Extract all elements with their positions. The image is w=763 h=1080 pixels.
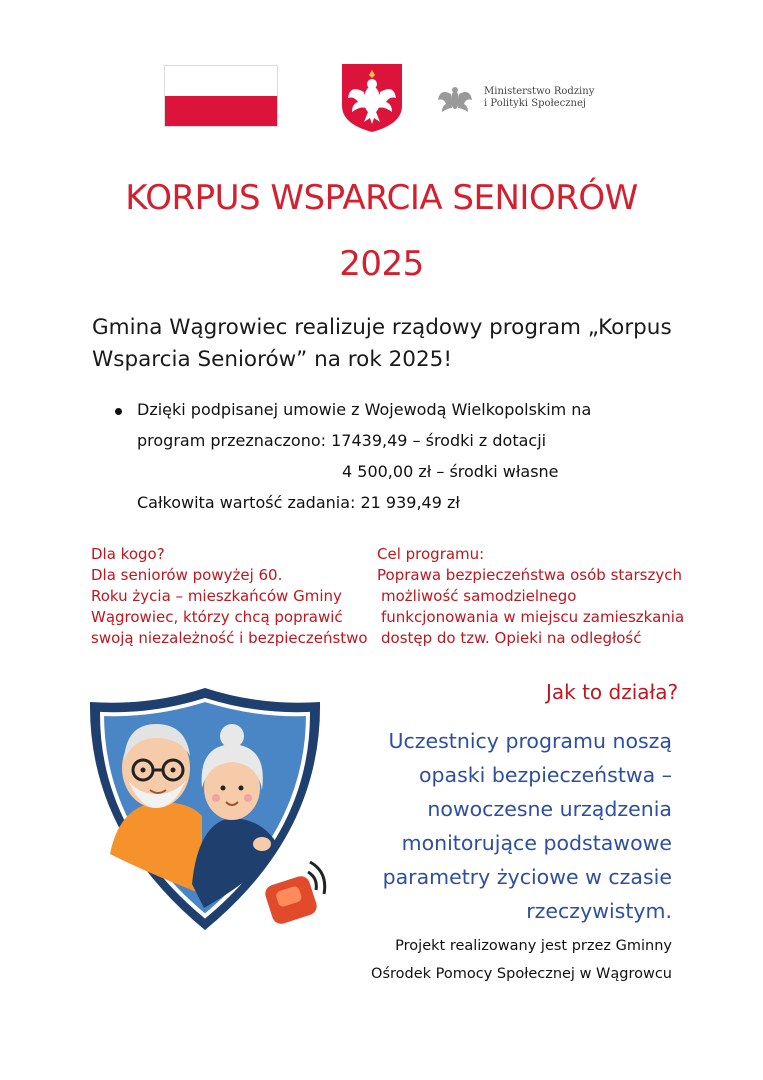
footer-line: Ośrodek Pomocy Społecznej w Wągrowcu <box>371 966 672 982</box>
intro-line: Wsparcia Seniorów” na rok 2025! <box>92 347 452 372</box>
page-title-year: 2025 <box>339 244 424 284</box>
how-it-works-heading: Jak to działa? <box>546 680 679 704</box>
funding-total: Całkowita wartość zadania: 21 939,49 zł <box>137 493 460 512</box>
for-whom-section <box>91 544 368 649</box>
ministry-name-line: i Polityki Społecznej <box>484 98 586 109</box>
how-line: nowoczesne urządzenia <box>427 797 672 821</box>
how-line: opaski bezpieczeństwa – <box>418 763 672 787</box>
how-line: monitorujące podstawowe <box>401 831 672 855</box>
funding-line: Dzięki podpisanej umowie z Wojewodą Wielkopolskim na <box>137 400 592 419</box>
funding-line: program przeznaczono: 17439,49 – środki z dotacji <box>137 431 547 450</box>
how-it-works-text <box>360 724 672 928</box>
how-line: Uczestnicy programu noszą <box>388 729 672 753</box>
coat-of-arms-icon <box>336 62 408 134</box>
goal-line: Poprawa bezpieczeństwa osób starszych <box>377 566 682 584</box>
goal-heading: Cel programu: <box>377 545 485 563</box>
goal-line: funkcjonowania w miejscu zamieszkania <box>381 608 685 626</box>
how-line: parametry życiowe w czasie <box>382 865 672 889</box>
ministry-name-line: Ministerstwo Rodziny <box>484 86 595 97</box>
intro-line: Gmina Wągrowiec realizuje rządowy program „Korpus <box>92 315 672 340</box>
goal-section <box>377 544 684 649</box>
how-line: rzeczywistym. <box>526 899 672 923</box>
funding-line: 4 500,00 zł – środki własne <box>342 462 559 481</box>
bullet-icon <box>115 408 122 415</box>
for-whom-line: swoją niezależność i bezpieczeństwo <box>91 629 368 647</box>
polish-flag <box>164 65 278 127</box>
for-whom-heading: Dla kogo? <box>91 545 165 563</box>
footer-credit <box>340 932 672 988</box>
page-title: KORPUS WSPARCIA SENIORÓW <box>125 178 638 218</box>
ministry-logo-text <box>484 86 624 110</box>
alarm-button-icon <box>263 862 325 926</box>
goal-line: możliwość samodzielnego <box>381 587 577 605</box>
goal-line: dostęp do tzw. Opieki na odległość <box>381 629 642 647</box>
footer-line: Projekt realizowany jest przez Gminny <box>395 938 672 954</box>
for-whom-line: Roku życia – mieszkańców Gminy <box>91 587 342 605</box>
ministry-eagle-icon <box>436 82 474 116</box>
for-whom-line: Dla seniorów powyżej 60. <box>91 566 283 584</box>
seniors-shield-illustration <box>80 684 330 934</box>
intro-paragraph <box>92 312 692 376</box>
for-whom-line: Wągrowiec, którzy chcą poprawić <box>91 608 343 626</box>
